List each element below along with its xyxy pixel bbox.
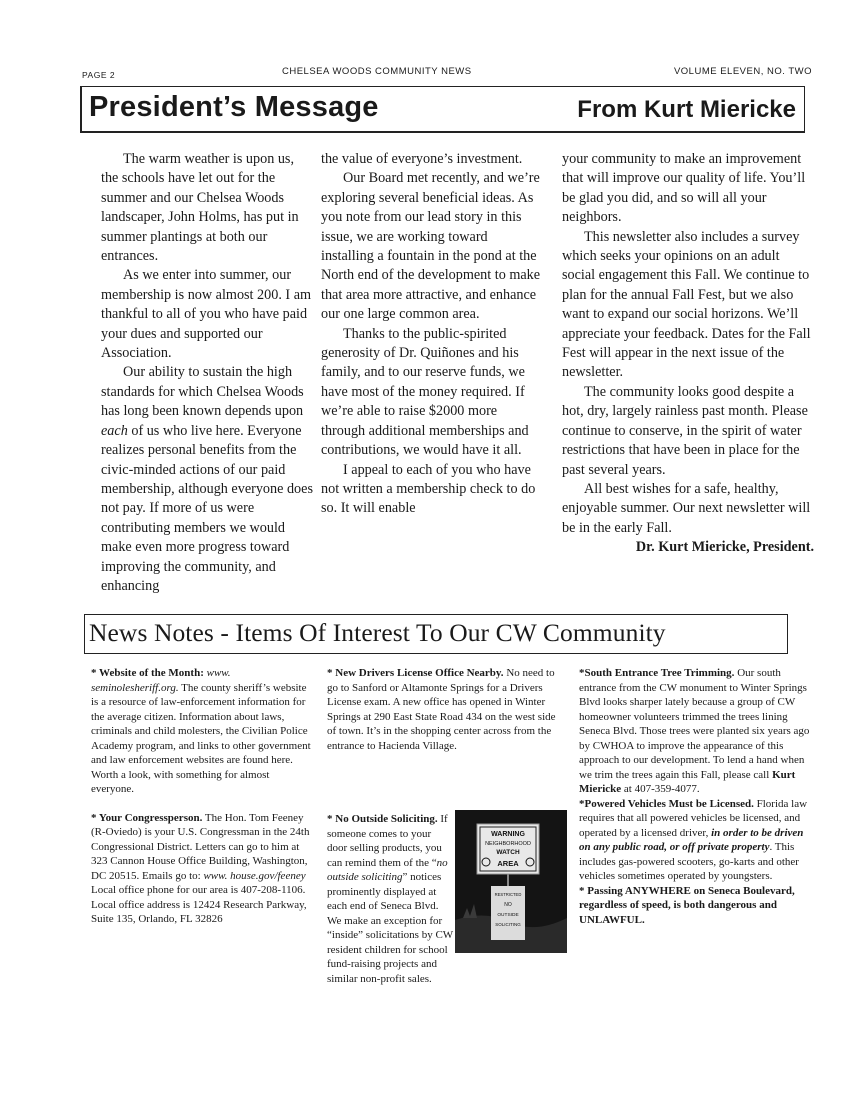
paragraph: This newsletter also includes a survey which seeks your opinions on an adult social engagement this Fall. We continue to plan for the annual Fall Fest, but we also want to expand our social horizons. We’ll appreciate your feedback. Dates for the Fall Fest will appear in the next issue of the newsletter. <box>562 228 811 381</box>
news-notes-banner <box>84 614 788 654</box>
sign-text: AREA <box>497 859 519 868</box>
volume-number: VOLUME ELEVEN, NO. TWO <box>673 66 812 77</box>
page-header <box>82 66 812 80</box>
sign-text: OUTSIDE <box>497 913 519 918</box>
news-column-3 <box>579 666 813 927</box>
president-column-2 <box>321 150 543 519</box>
newsletter-name: CHELSEA WOODS COMMUNITY NEWS <box>282 66 472 77</box>
paragraph: The warm weather is upon us, the schools have let out for the summer and our Chelsea Woods landscaper, John Holms, has put in summer plantings at both our entrances. <box>101 151 299 265</box>
presidents-message-banner <box>80 86 805 133</box>
neighborhood-watch-sign-photo <box>455 810 567 953</box>
paragraph: All best wishes for a safe, healthy, enjoyable summer. Our next newsletter will be in the early Fall. <box>562 480 811 536</box>
news-item-website: * Website of the Month: www. seminolesheriff.org. The county sheriff’s website is a resource of law-enforcement information for the average citizen. Information about laws, criminals and child molesters, the Civilian Police Academy program, and links to other government and law enforcement websites are found here. Worth a look, with something for almost everyone. <box>91 667 311 795</box>
section-title: President’s Message <box>89 91 379 123</box>
news-column-1 <box>91 666 313 927</box>
paragraph: The community looks good despite a hot, dry, largely rainless past month. Please continue to conserve, in the spirit of water restrictions that have been in place for the past several years. <box>562 383 808 478</box>
sign-text: WATCH <box>496 849 520 856</box>
sign-text: NO <box>504 902 512 908</box>
sign-text: RESTRICTED <box>494 892 522 897</box>
president-column-1 <box>101 150 313 596</box>
section-byline: From Kurt Miericke <box>577 96 796 123</box>
paragraph: your community to make an improvement that will improve our quality of life. You’ll be glad you did, and so will all your neighbors. <box>562 151 806 226</box>
sign-text: WARNING <box>491 831 525 838</box>
news-column-2-wrap <box>327 812 453 986</box>
news-title: News Notes - Items Of Interest To Our CW Community <box>89 618 666 647</box>
sign-text: NEIGHBORHOOD <box>485 841 531 847</box>
news-item-passing: * Passing ANYWHERE on Seneca Boulevard, regardless of speed, is both dangerous and UNLAWFUL. <box>579 884 795 926</box>
paragraph: I appeal to each of you who have not written a membership check to do so. It will enable <box>321 461 536 517</box>
news-item-tree-trimming: *South Entrance Tree Trimming. Our south entrance from the CW monument to Winter Springs Blvd looks sharper lately because a group of CW homeowner volunteers trimmed the trees lining Seneca Blvd. Those trees were planted six years ago by CWHOA to improve the appearance of this approach to our development. To lend a hand when we trim the trees again this Fall, please call Kurt Miericke at 407-359-4077. <box>579 667 810 795</box>
paragraph: As we enter into summer, our membership is now almost 200. I am thankful to all of you who have paid your dues and supported our Association. <box>101 267 312 362</box>
news-item-drivers-license: * New Drivers License Office Nearby. No need to go to Sanford or Altamonte Springs for a Drivers License exam. A new office has opened in Winter Springs at 290 East State Road 434 on the west side of town. It’s in the shopping center across from the entrance to Hacienda Village. <box>327 667 556 752</box>
news-item-soliciting: * No Outside Soliciting. If someone comes to your door selling products, you can remind them of the “no outside soliciting” notices prominently displayed at each end of Seneca Blvd. We make an exception for “inside” solicitations by CW resident children for school fund-raising projects and similar non-profit sales. <box>327 813 453 985</box>
signature: Dr. Kurt Miericke, President. <box>635 539 814 556</box>
news-item-congress: * Your Congressperson. The Hon. Tom Feeney (R-Oviedo) is your U.S. Congressman in the 24th Congressional District. Letters can go to him at 323 Cannon House Office Building, Washington, DC 20515. Emails go to: www. house.gov/feeney Local office phone for our area is 407-208-1106. Local office address is 12424 Research Parkway, Suite 135, Orlando, FL 32826 <box>91 811 310 925</box>
paragraph: Our ability to sustain the high standards for which Chelsea Woods has long been known depends upon each of us who live here. Everyone realizes personal benefits from the civic-minded actions of our paid membership, although everyone does not pay. If more of us were contributing members we would make even more progress toward improving the community, and enhancing <box>101 364 313 594</box>
paragraph: Our Board met recently, and we’re exploring several beneficial ideas. As you note from our lead story in this issue, we are working toward installing a fountain in the pond at the North end of the development to make that area more attractive, and enhance our one large common area. <box>321 170 541 323</box>
president-column-3 <box>562 150 814 558</box>
sign-text: SOLICITING <box>495 922 521 927</box>
paragraph: the value of everyone’s investment. <box>321 151 523 167</box>
news-column-2 <box>327 666 567 753</box>
page-number: PAGE 2 <box>82 70 116 80</box>
paragraph: Thanks to the public-spirited generosity of Dr. Quiñones and his family, and to our reserve funds, we have most of the money required. If we’re able to raise $2000 more through additional memberships and contributions, we would have it all. <box>321 325 529 459</box>
news-item-powered-vehicles: *Powered Vehicles Must be Licensed. Florida law requires that all powered vehicles be licensed, and operated by a licensed driver, in order to be driven on any public road, or off private property. This includes gas-powered scooters, go-karts and other vehicles sometimes operated by youngsters. <box>579 797 808 882</box>
